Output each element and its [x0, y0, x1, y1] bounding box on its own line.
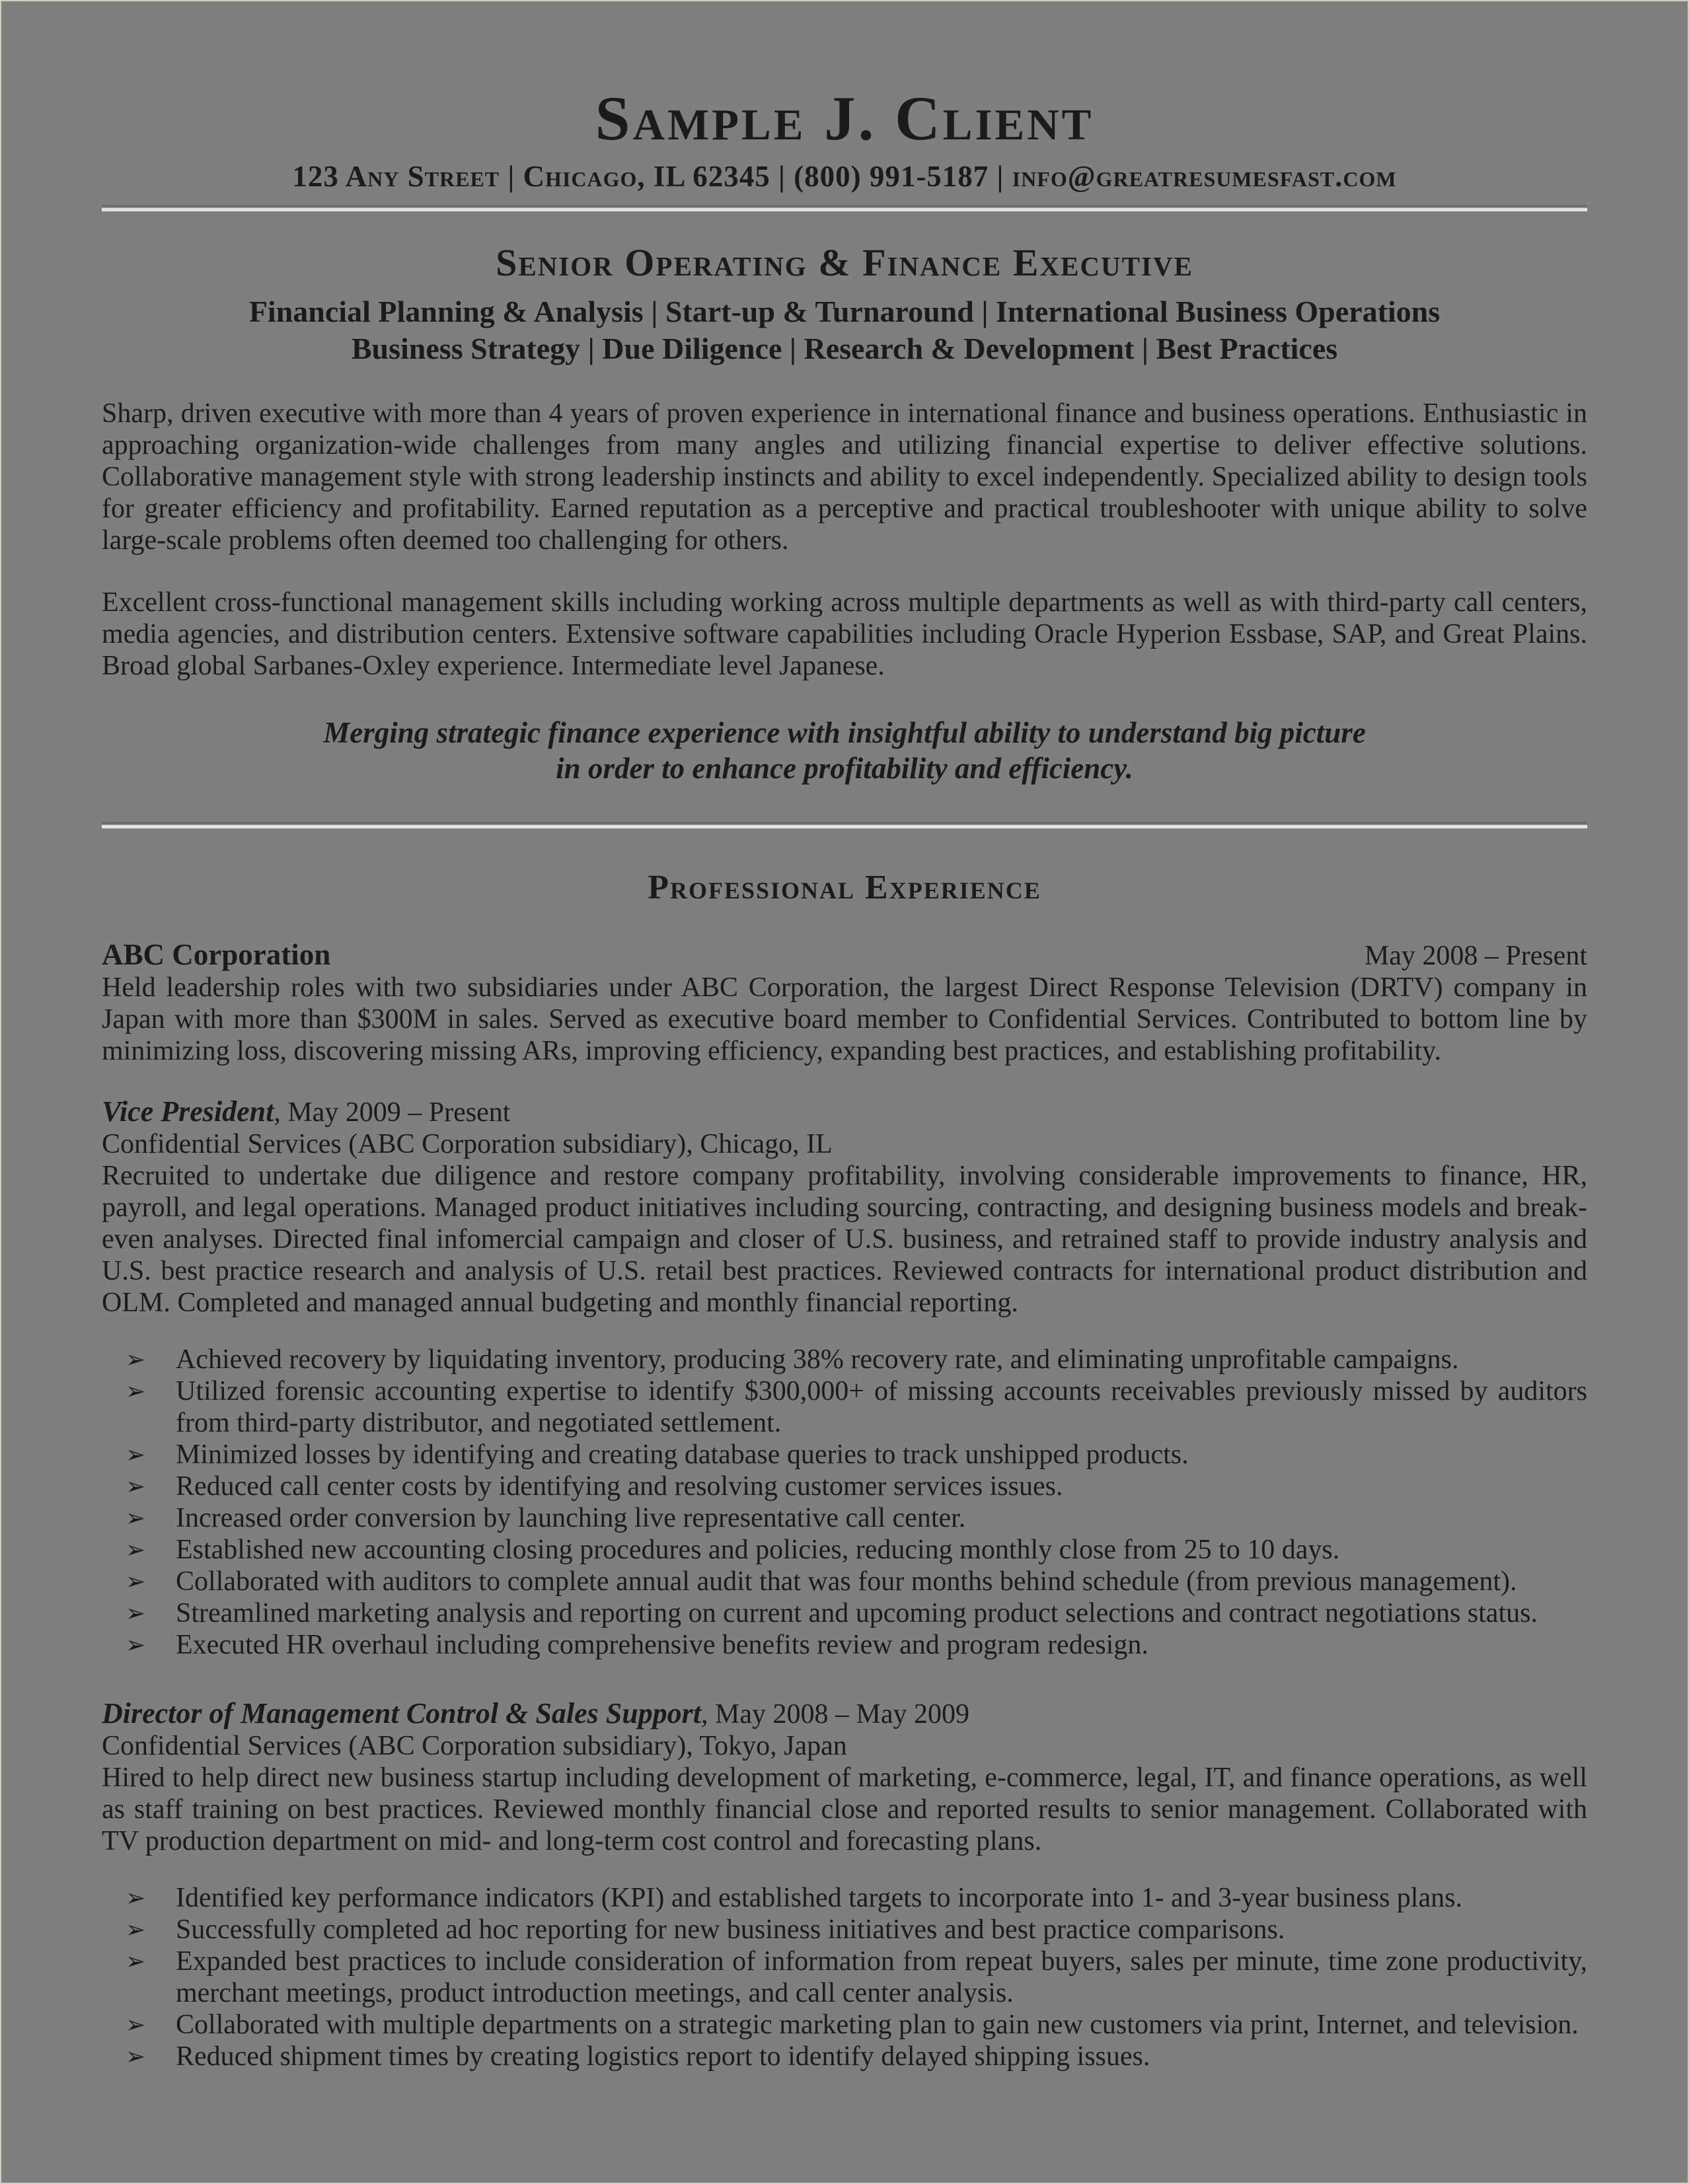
bullet-item — [102, 1566, 1587, 1597]
arrowhead-bullet-icon: ➢ — [126, 2011, 146, 2039]
resume-content — [1, 1, 1688, 2072]
section-title-professional-experience: Professional Experience — [648, 868, 1041, 906]
bullet-item — [102, 1439, 1587, 1471]
role-title: Director of Management Control & Sales Support — [102, 1696, 702, 1729]
role-title: Vice President — [102, 1095, 274, 1128]
arrowhead-bullet-icon: ➢ — [126, 1536, 146, 1564]
company-name: ABC Corporation — [102, 937, 331, 971]
arrowhead-bullet-icon: ➢ — [126, 1947, 146, 1975]
bullet-item — [102, 1946, 1587, 2009]
tagline-line-2: in order to enhance profitability and efficiency. — [556, 751, 1133, 785]
bullet-item — [102, 1882, 1587, 1914]
keywords-block — [102, 293, 1587, 367]
bullet-text: Successfully completed ad hoc reporting for new business initiatives and best practice comparisons. — [176, 1914, 1285, 1945]
role-dates: , May 2009 – Present — [274, 1097, 511, 1128]
bullet-text: Collaborated with auditors to complete annual audit that was four months behind schedule (from previous management). — [176, 1566, 1517, 1597]
arrowhead-bullet-icon: ➢ — [126, 1568, 146, 1595]
arrowhead-bullet-icon: ➢ — [126, 1631, 146, 1659]
bullet-item — [102, 2009, 1587, 2041]
bullet-text: Executed HR overhaul including comprehensive benefits review and program redesign. — [176, 1629, 1148, 1660]
bullet-text: Streamlined marketing analysis and reporting on current and upcoming product selections and contract negotiations status. — [176, 1597, 1538, 1628]
bullet-text: Utilized forensic accounting expertise to identify $300,000+ of missing accounts receivables previously missed by auditors from third-party distributor, and negotiated settlement. — [176, 1375, 1587, 1438]
headline-title: Senior Operating & Finance Executive — [496, 241, 1193, 285]
summary-paragraph-2: Excellent cross-functional management skills including working across multiple departments as well as with third-party call centers, media agencies, and distribution centers. Extensive software capabilities including Oracle Hyperion Essbase, SAP, and Great Plains. Broad global Sarbanes-Oxley experience. Intermediate level Japanese. — [102, 587, 1587, 681]
bullet-item — [102, 1629, 1587, 1661]
company-summary: Held leadership roles with two subsidiaries under ABC Corporation, the largest Direct Response Television (DRTV) company in Japan with more than $300M in sales. Served as executive board member to Confidential Services. Contributed to bottom line by minimizing loss, discovering missing ARs, improving efficiency, expanding best practices, and establishing profitability. — [102, 972, 1587, 1066]
keywords-line-2: Business Strategy | Due Diligence | Research & Development | Best Practices — [351, 331, 1338, 365]
bullet-text: Identified key performance indicators (KPI) and established targets to incorporate into 1- and 3-year business plans. — [176, 1882, 1462, 1913]
bullet-item — [102, 1471, 1587, 1502]
tagline — [102, 715, 1587, 786]
candidate-name: Sample J. Client — [595, 83, 1094, 153]
bullet-item — [102, 1502, 1587, 1534]
bullet-text: Reduced shipment times by creating logistics report to identify delayed shipping issues. — [176, 2041, 1150, 2072]
arrowhead-bullet-icon: ➢ — [126, 1473, 146, 1500]
keywords-line-1: Financial Planning & Analysis | Start-up & Turnaround | International Business Operations — [248, 294, 1441, 328]
company-header-row — [102, 939, 1587, 972]
arrowhead-bullet-icon: ➢ — [126, 1441, 146, 1469]
bullet-text: Collaborated with multiple departments on a strategic marketing plan to gain new customers via print, Internet, and television. — [176, 2009, 1579, 2040]
section-divider — [102, 822, 1587, 828]
arrowhead-bullet-icon: ➢ — [126, 1916, 146, 1944]
role-bullet-list — [102, 1882, 1587, 2072]
bullet-text: Expanded best practices to include consideration of information from repeat buyers, sales per minute, time zone productivity, merchant meetings, product introduction meetings, and call center analysis. — [176, 1946, 1587, 2008]
arrowhead-bullet-icon: ➢ — [126, 2043, 146, 2070]
arrowhead-bullet-icon: ➢ — [126, 1377, 146, 1405]
bullet-text: Established new accounting closing procedures and policies, reducing monthly close from 25 to 10 days. — [176, 1534, 1340, 1565]
arrowhead-bullet-icon: ➢ — [126, 1346, 146, 1373]
role-summary: Hired to help direct new business startup including development of marketing, e-commerce, legal, IT, and finance operations, as well as staff training on best practices. Reviewed monthly financial close and reported results to senior management. Collaborated with TV production department on mid- and long-term cost control and forecasting plans. — [102, 1762, 1587, 1856]
arrowhead-bullet-icon: ➢ — [126, 1599, 146, 1627]
contact-line: 123 Any Street | Chicago, IL 62345 | (800) 991-5187 | info@greatresumesfast.com — [292, 159, 1397, 193]
summary-paragraph-1: Sharp, driven executive with more than 4 years of proven experience in international finance and business operations. Enthusiastic in approaching organization-wide challenges from many angles and utilizing financial expertise to deliver effective solutions. Collaborative management style with strong leadership instincts and ability to excel independently. Specialized ability to design tools for greater efficiency and profitability. Earned reputation as a perceptive and practical troubleshooter with unique ability to solve large-scale problems often deemed too challenging for others. — [102, 398, 1587, 556]
arrowhead-bullet-icon: ➢ — [126, 1504, 146, 1532]
role-summary: Recruited to undertake due diligence and restore company profitability, involving considerable improvements to finance, HR, payroll, and legal operations. Managed product initiatives including sourcing, contracting, and designing business models and break-even analyses. Directed final infomercial campaign and closer of U.S. business, and retrained staff to provide industry analysis and U.S. best practice research and analysis of U.S. retail best practices. Reviewed contracts for international product distribution and OLM. Completed and managed annual budgeting and monthly financial reporting. — [102, 1160, 1587, 1318]
arrowhead-bullet-icon: ➢ — [126, 1884, 146, 1912]
role-heading — [102, 1096, 1587, 1128]
bullet-text: Achieved recovery by liquidating inventory, producing 38% recovery rate, and eliminating unprofitable campaigns. — [176, 1344, 1459, 1375]
bullet-item — [102, 1344, 1587, 1375]
bullet-text: Increased order conversion by launching live representative call center. — [176, 1502, 966, 1533]
bullet-item — [102, 1375, 1587, 1439]
header-divider — [102, 205, 1587, 211]
bullet-text: Reduced call center costs by identifying and resolving customer services issues. — [176, 1471, 1063, 1502]
bullet-item — [102, 1534, 1587, 1566]
bullet-text: Minimized losses by identifying and creating database queries to track unshipped products. — [176, 1439, 1189, 1470]
tagline-line-1: Merging strategic finance experience with insightful ability to understand big picture — [323, 715, 1366, 749]
role-location: Confidential Services (ABC Corporation subsidiary), Chicago, IL — [102, 1128, 833, 1159]
bullet-item — [102, 1597, 1587, 1629]
role-vice-president — [102, 1096, 1587, 1661]
role-director — [102, 1698, 1587, 2072]
company-dates: May 2008 – Present — [1364, 940, 1587, 971]
role-bullet-list — [102, 1344, 1587, 1661]
bullet-item — [102, 2041, 1587, 2072]
bullet-item — [102, 1914, 1587, 1946]
role-dates: , May 2008 – May 2009 — [701, 1698, 969, 1729]
role-location: Confidential Services (ABC Corporation subsidiary), Tokyo, Japan — [102, 1730, 847, 1761]
role-heading — [102, 1698, 1587, 1730]
